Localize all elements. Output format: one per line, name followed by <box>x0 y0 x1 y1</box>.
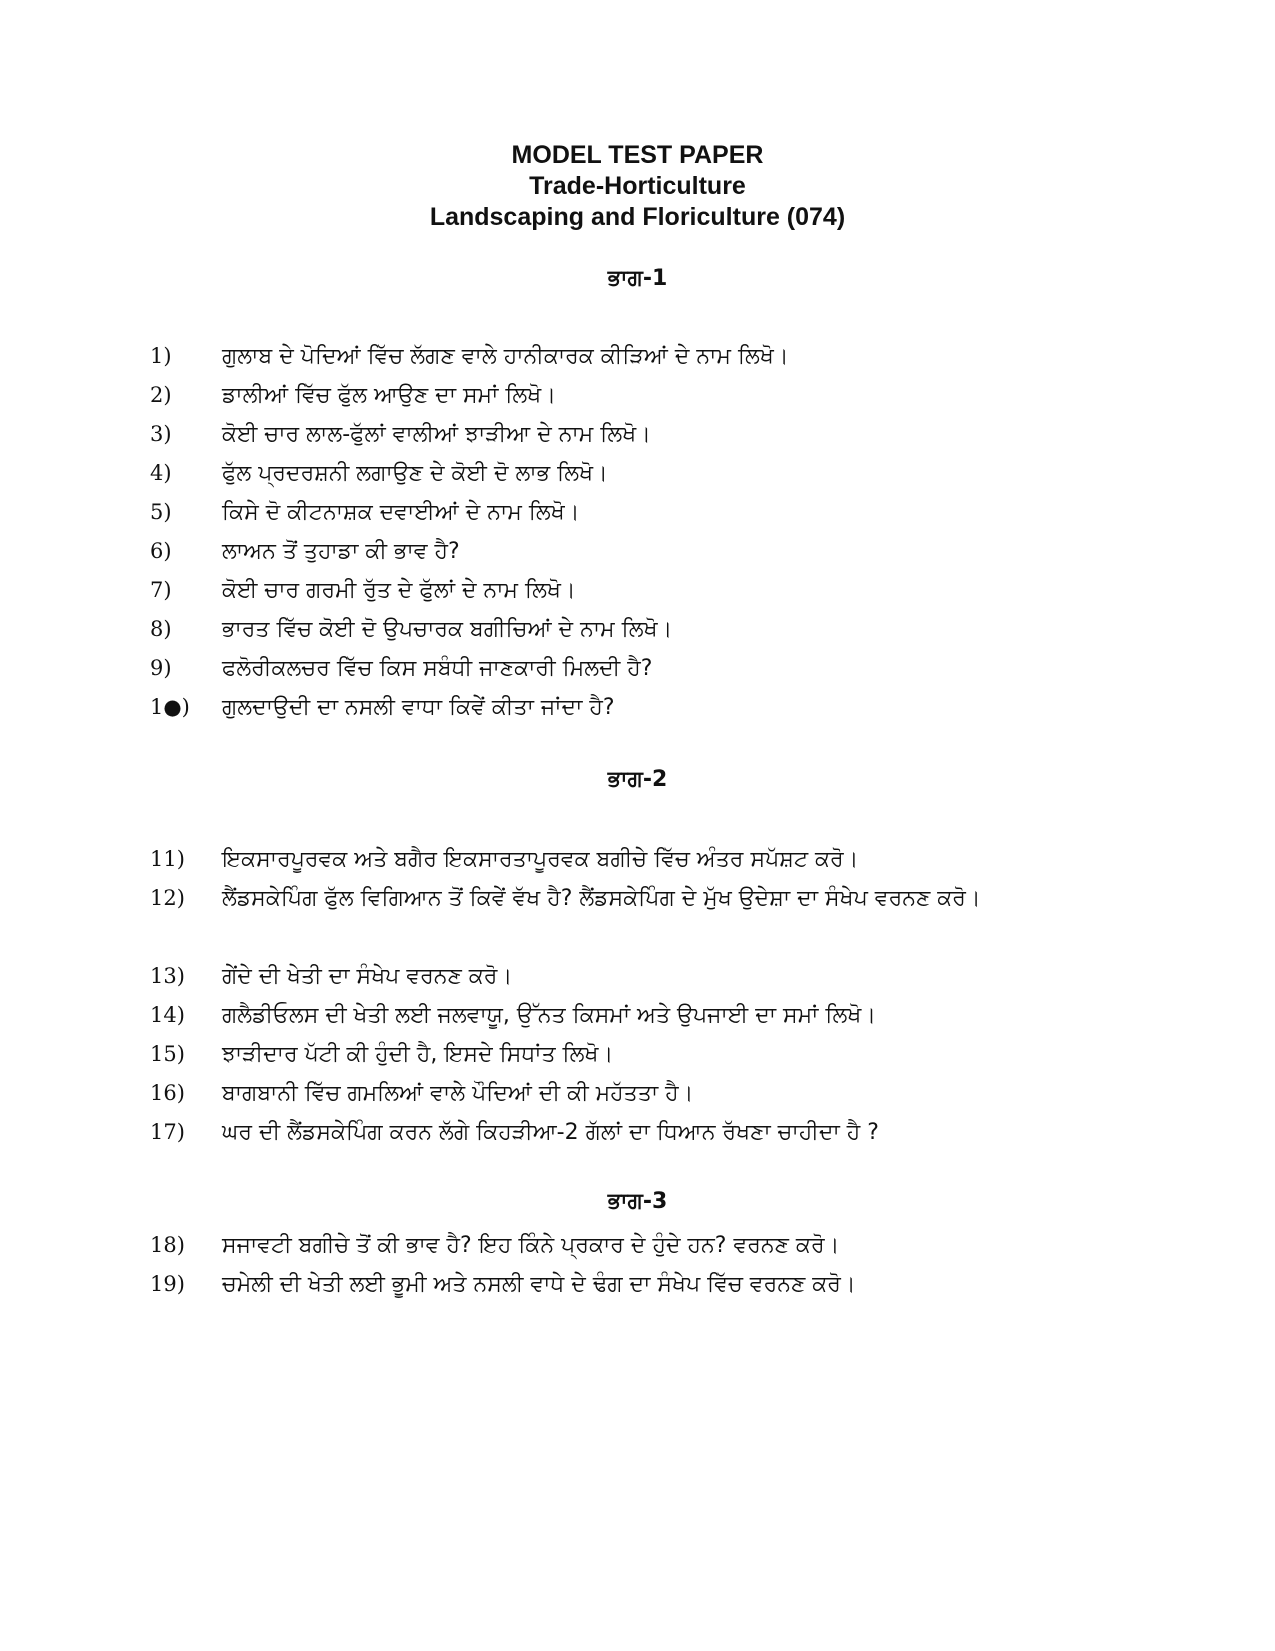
paper-title: MODEL TEST PAPER <box>511 141 764 169</box>
question-item <box>0 571 1275 610</box>
section-1-title: ਭਾਗ-1 <box>607 266 668 291</box>
question-text: ਲੈਂਡਸਕੇਪਿੰਗ ਫੁੱਲ ਵਿਗਿਆਨ ਤੋਂ ਕਿਵੇਂ ਵੱਖ ਹੈ? ਲੈਂਡਸਕੇਪਿੰਗ ਦੇ ਮੁੱਖ ਉਦੇਸ਼ਾ ਦਾ ਸੰਖੇਪ ਵਰਨਣ ਕਰੋ। <box>222 886 981 911</box>
question-text: ਫਲੋਰੀਕਲਚਰ ਵਿੱਚ ਕਿਸ ਸਬੰਧੀ ਜਾਣਕਾਰੀ ਮਿਲਦੀ ਹੈ? <box>222 656 653 681</box>
question-number: 17) <box>150 1120 185 1144</box>
question-text: ਗੇਂਦੇ ਦੀ ਖੇਤੀ ਦਾ ਸੰਖੇਪ ਵਰਨਣ ਕਰੋ। <box>222 964 513 989</box>
question-text: ਝਾੜੀਦਾਰ ਪੱਟੀ ਕੀ ਹੁੰਦੀ ਹੈ, ਇਸਦੇ ਸਿਧਾਂਤ ਲਿਖੋ। <box>222 1042 614 1067</box>
question-number: 9) <box>150 656 172 680</box>
question-number: 1) <box>150 344 172 368</box>
question-number: 15) <box>150 1042 185 1066</box>
question-item <box>0 454 1275 493</box>
question-item <box>0 610 1275 649</box>
question-text: ਭਾਰਤ ਵਿੱਚ ਕੋਈ ਦੋ ਉਪਚਾਰਕ ਬਗੀਚਿਆਂ ਦੇ ਨਾਮ ਲਿਖੋ। <box>222 617 673 642</box>
question-item <box>0 996 1275 1035</box>
question-text: ਡਾਲੀਆਂ ਵਿੱਚ ਫੁੱਲ ਆਉਣ ਦਾ ਸਮਾਂ ਲਿਖੋ। <box>222 383 557 408</box>
question-text: ਕੋਈ ਚਾਰ ਗਰਮੀ ਰੁੱਤ ਦੇ ਫੁੱਲਾਂ ਦੇ ਨਾਮ ਲਿਖੋ। <box>222 578 576 603</box>
question-number: 14) <box>150 1003 185 1027</box>
question-text: ਫੁੱਲ ਪ੍ਰਦਰਸ਼ਨੀ ਲਗਾਉਣ ਦੇ ਕੋਈ ਦੋ ਲਾਭ ਲਿਖੋ। <box>222 461 608 486</box>
question-item <box>0 1226 1275 1265</box>
question-text: ਗੁਲਾਬ ਦੇ ਪੋਦਿਆਂ ਵਿੱਚ ਲੱਗਣ ਵਾਲੇ ਹਾਨੀਕਾਰਕ ਕੀੜਿਆਂ ਦੇ ਨਾਮ ਲਿਖੋ। <box>222 344 789 369</box>
section-3-title: ਭਾਗ-3 <box>607 1189 668 1214</box>
section-3-questions <box>0 1226 1275 1304</box>
question-item <box>0 957 1275 996</box>
question-text: ਚਮੇਲੀ ਦੀ ਖੇਤੀ ਲਈ ਭੂਮੀ ਅਤੇ ਨਸਲੀ ਵਾਧੇ ਦੇ ਢੰਗ ਦਾ ਸੰਖੇਪ ਵਿੱਚ ਵਰਨਣ ਕਰੋ। <box>222 1272 856 1297</box>
question-number: 13) <box>150 964 185 988</box>
question-number: 7) <box>150 578 172 602</box>
question-item <box>0 688 1275 727</box>
question-number: 18) <box>150 1233 185 1257</box>
question-text: ਇਕਸਾਰਪੂਰਵਕ ਅਤੇ ਬਗੈਰ ਇਕਸਾਰਤਾਪੂਰਵਕ ਬਗੀਚੇ ਵਿੱਚ ਅੰਤਰ ਸਪੱਸ਼ਟ ਕਰੋ। <box>222 847 859 872</box>
section-1-questions <box>0 337 1275 727</box>
question-number: 3) <box>150 422 172 446</box>
question-number: 1●) <box>150 695 190 719</box>
question-number: 16) <box>150 1081 185 1105</box>
question-text: ਗਲੈਡੀਓਲਸ ਦੀ ਖੇਤੀ ਲਈ ਜਲਵਾਯੂ, ਉੱਨਤ ਕਿਸਮਾਂ ਅਤੇ ਉਪਜਾਈ ਦਾ ਸਮਾਂ ਲਿਖੋ। <box>222 1003 877 1028</box>
question-item <box>0 840 1275 879</box>
question-text: ਗੁਲਦਾਉਦੀ ਦਾ ਨਸਲੀ ਵਾਧਾ ਕਿਵੇਂ ਕੀਤਾ ਜਾਂਦਾ ਹੈ? <box>222 695 615 720</box>
question-item <box>0 1265 1275 1304</box>
question-text: ਸਜਾਵਟੀ ਬਗੀਚੇ ਤੋਂ ਕੀ ਭਾਵ ਹੈ? ਇਹ ਕਿੰਨੇ ਪ੍ਰਕਾਰ ਦੇ ਹੁੰਦੇ ਹਨ? ਵਰਨਣ ਕਰੋ। <box>222 1233 840 1258</box>
section-2-title: ਭਾਗ-2 <box>607 767 668 792</box>
question-number: 19) <box>150 1272 185 1296</box>
question-text: ਬਾਗਬਾਨੀ ਵਿੱਚ ਗਮਲਿਆਂ ਵਾਲੇ ਪੌਦਿਆਂ ਦੀ ਕੀ ਮਹੱਤਤਾ ਹੈ। <box>222 1081 694 1106</box>
question-text: ਕਿਸੇ ਦੋ ਕੀਟਨਾਸ਼ਕ ਦਵਾਈਆਂ ਦੇ ਨਾਮ ਲਿਖੋ। <box>222 500 580 525</box>
question-text: ਕੋਈ ਚਾਰ ਲਾਲ-ਫੁੱਲਾਂ ਵਾਲੀਆਂ ਝਾੜੀਆ ਦੇ ਨਾਮ ਲਿਖੋ। <box>222 422 651 447</box>
section-2-questions <box>0 840 1275 1152</box>
question-item <box>0 415 1275 454</box>
question-item <box>0 337 1275 376</box>
question-text: ਘਰ ਦੀ ਲੈਂਡਸਕੇਪਿੰਗ ਕਰਨ ਲੱਗੇ ਕਿਹੜੀਆ-2 ਗੱਲਾਂ ਦਾ ਧਿਆਨ ਰੱਖਣਾ ਚਾਹੀਦਾ ਹੈ ? <box>222 1120 879 1145</box>
question-number: 11) <box>150 847 185 871</box>
question-item <box>0 1035 1275 1074</box>
question-number: 8) <box>150 617 172 641</box>
question-text: ਲਾਅਨ ਤੋਂ ਤੁਹਾਡਾ ਕੀ ਭਾਵ ਹੈ? <box>222 539 460 564</box>
question-item <box>0 1113 1275 1152</box>
question-item <box>0 376 1275 415</box>
paper-header <box>0 140 1275 233</box>
question-number: 6) <box>150 539 172 563</box>
question-item <box>0 649 1275 688</box>
trade-title: Trade-Horticulture <box>529 172 746 200</box>
question-number: 2) <box>150 383 172 407</box>
question-number: 5) <box>150 500 172 524</box>
question-item <box>0 493 1275 532</box>
question-item <box>0 532 1275 571</box>
question-number: 12) <box>150 886 185 910</box>
question-item <box>0 879 1275 957</box>
subject-title: Landscaping and Floriculture (074) <box>429 203 846 231</box>
question-item <box>0 1074 1275 1113</box>
question-number: 4) <box>150 461 172 485</box>
